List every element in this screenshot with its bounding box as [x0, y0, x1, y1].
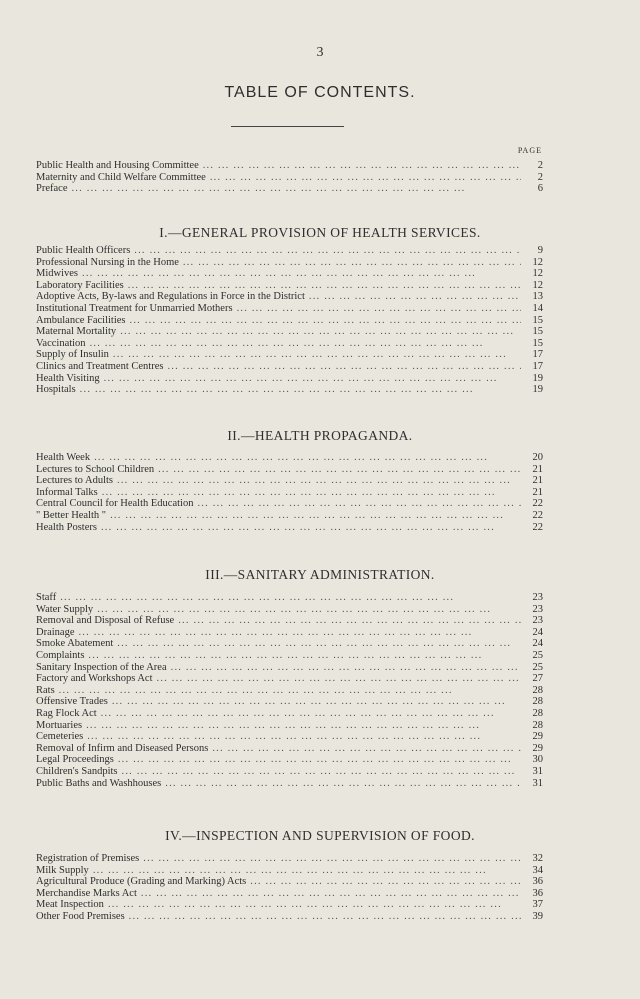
dot-leader: [86, 338, 521, 350]
dot-leader: [113, 475, 521, 487]
toc-entry: [36, 361, 543, 373]
toc-entry-page: 34: [532, 864, 543, 876]
toc-entry: [36, 475, 543, 487]
dot-leader: [139, 853, 521, 865]
dot-leader: [174, 615, 521, 627]
toc-entry-title: Complaints: [36, 649, 85, 661]
toc-entry-page: 23: [532, 603, 543, 615]
section-entries: [36, 245, 543, 396]
dot-leader: [116, 326, 521, 338]
toc-entry-title: Health Week: [36, 452, 91, 463]
toc-entry-page: 15: [532, 326, 543, 338]
dot-leader: [167, 662, 521, 674]
toc-entry-page: 9: [537, 245, 543, 256]
dot-leader: [97, 708, 521, 720]
toc-entry: [36, 696, 543, 708]
toc-entry-page: 21: [532, 486, 543, 498]
dot-leader: [305, 291, 521, 303]
dot-leader: [83, 731, 521, 743]
toc-entry-title: Informal Talks: [36, 486, 98, 498]
toc-entry: [36, 650, 543, 662]
toc-entry-title: Health Posters: [36, 521, 97, 533]
toc-entry-title: Institutional Treatment for Unmarried Mothers: [36, 302, 233, 314]
toc-entry-title: Adoptive Acts, By-laws and Regulations in Force in the District: [36, 291, 305, 303]
toc-entry: [36, 754, 543, 766]
toc-entry-title: Sanitary Inspection of the Area: [36, 661, 167, 673]
section-heading: II.—HEALTH PROPAGANDA.: [227, 428, 413, 443]
toc-entry: [36, 326, 543, 338]
toc-entry-title: Children's Sandpits: [36, 765, 118, 777]
section-heading: IV.—INSPECTION AND SUPERVISION OF FOOD.: [165, 828, 475, 843]
dot-leader: [193, 498, 521, 510]
toc-entry-page: 37: [532, 899, 543, 911]
toc-entry-page: 22: [532, 509, 543, 521]
dot-leader: [55, 685, 521, 697]
dot-leader: [84, 650, 521, 662]
dot-leader: [93, 604, 521, 616]
toc-entry-page: 12: [532, 268, 543, 280]
toc-entry-title: Preface: [36, 183, 68, 195]
toc-entry: [36, 615, 543, 627]
toc-entry: [36, 731, 543, 743]
dot-leader: [154, 464, 521, 476]
dot-leader: [56, 592, 521, 604]
section-entries: [36, 853, 543, 923]
dot-leader: [106, 510, 521, 522]
toc-entry-title: Removal and Disposal of Refuse: [36, 615, 175, 627]
toc-entry: [36, 510, 543, 522]
toc-entry-title: Lectures to School Children: [36, 463, 155, 475]
toc-entry: [36, 384, 543, 396]
toc-entry-page: 20: [532, 452, 543, 463]
toc-entry-page: 12: [532, 256, 543, 268]
toc-entry-page: 25: [532, 661, 543, 673]
toc-entry: [36, 685, 543, 697]
toc-entry-title: Public Baths and Washhouses: [36, 777, 162, 789]
toc-entry-title: Cemeteries: [36, 731, 84, 743]
toc-entry-page: 2: [537, 171, 543, 183]
toc-entry: [36, 452, 543, 464]
toc-entry-page: 13: [532, 291, 543, 303]
dot-leader: [118, 766, 521, 778]
dot-leader: [124, 280, 521, 292]
toc-entry-title: Ambulance Facilities: [36, 314, 126, 326]
toc-entry-title: Public Health and Housing Committee: [36, 160, 199, 171]
dot-leader: [104, 899, 521, 911]
toc-entry-title: Public Health Officers: [36, 245, 131, 256]
toc-entry: [36, 183, 543, 195]
toc-entry-page: 28: [532, 719, 543, 731]
toc-entry: [36, 522, 543, 534]
toc-entry-page: 19: [532, 384, 543, 396]
toc-entry: [36, 373, 543, 385]
toc-entry: [36, 349, 543, 361]
toc-entry: [36, 498, 543, 510]
toc-entry: [36, 899, 543, 911]
toc-entry-page: 14: [532, 302, 543, 314]
page-number: 3: [316, 45, 324, 60]
toc-entry: [36, 280, 543, 292]
dot-leader: [161, 778, 521, 790]
intro-entries: [36, 160, 543, 195]
toc-entry: [36, 464, 543, 476]
dot-leader: [233, 303, 521, 315]
toc-entry-page: 27: [532, 673, 543, 685]
toc-entry: [36, 708, 543, 720]
toc-entry-title: Milk Supply: [36, 864, 89, 876]
toc-entry-title: Health Visiting: [36, 372, 100, 384]
toc-entry-page: 23: [532, 615, 543, 627]
toc-entry-page: 31: [532, 765, 543, 777]
toc-entry-title: Merchandise Marks Act: [36, 887, 137, 899]
toc-entry: [36, 627, 543, 639]
dot-leader: [246, 876, 521, 888]
toc-entry-page: 23: [532, 592, 543, 603]
toc-entry-page: 22: [532, 521, 543, 533]
toc-entry-title: Agricultural Produce (Grading and Marking) Acts: [36, 876, 247, 888]
dot-leader: [114, 754, 521, 766]
toc-entry-title: Registration of Premises: [36, 853, 140, 864]
toc-entry-title: Drainage: [36, 626, 75, 638]
toc-entry-page: 6: [537, 183, 543, 195]
toc-entry: [36, 172, 543, 184]
dot-leader: [153, 673, 522, 685]
toc-entry: [36, 315, 543, 327]
toc-entry-title: Smoke Abatement: [36, 638, 114, 650]
dot-leader: [109, 349, 521, 361]
toc-entry-title: Midwives: [36, 268, 78, 280]
dot-leader: [98, 487, 521, 499]
dot-leader: [78, 268, 521, 280]
toc-entry-page: 22: [532, 498, 543, 510]
toc-entry: [36, 245, 543, 257]
toc-entry-title: Clinics and Treatment Centres: [36, 360, 164, 372]
toc-entry-title: Staff: [36, 592, 57, 603]
toc-entry-page: 29: [532, 731, 543, 743]
toc-entry-title: Vaccination: [36, 337, 86, 349]
toc-entry-page: 12: [532, 279, 543, 291]
section-heading: I.—GENERAL PROVISION OF HEALTH SERVICES.: [159, 225, 481, 240]
toc-entry-page: 24: [532, 638, 543, 650]
toc-entry: [36, 160, 543, 172]
toc-entry-title: Rats: [36, 684, 55, 696]
toc-entry-page: 15: [532, 337, 543, 349]
toc-entry: [36, 487, 543, 499]
toc-entry-title: Professional Nursing in the Home: [36, 256, 179, 268]
section-entries: [36, 592, 543, 789]
toc-entry-title: Water Supply: [36, 603, 94, 615]
dot-leader: [137, 888, 521, 900]
toc-entry-title: Laboratory Facilities: [36, 279, 124, 291]
toc-entry-page: 36: [532, 876, 543, 888]
toc-entry-title: Lectures to Adults: [36, 475, 113, 487]
toc-entry: [36, 911, 543, 923]
toc-entry: [36, 743, 543, 755]
dot-leader: [126, 315, 521, 327]
toc-entry-page: 28: [532, 684, 543, 696]
dot-leader: [100, 373, 521, 385]
toc-entry: [36, 268, 543, 280]
dot-leader: [82, 720, 521, 732]
toc-entry-title: Supply of Insulin: [36, 349, 109, 361]
toc-entry-page: 17: [532, 360, 543, 372]
toc-entry: [36, 766, 543, 778]
toc-entry-title: Other Food Premises: [36, 910, 125, 922]
toc-entry: [36, 257, 543, 269]
toc-entry: [36, 865, 543, 877]
toc-entry-page: 24: [532, 626, 543, 638]
toc-entry-title: Central Council for Health Education: [36, 498, 194, 510]
title-divider: [231, 126, 344, 127]
toc-entry: [36, 662, 543, 674]
dot-leader: [67, 183, 521, 195]
dot-leader: [206, 172, 521, 184]
dot-leader: [76, 384, 521, 396]
toc-entry-title: Removal of Infirm and Diseased Persons: [36, 742, 209, 754]
toc-entry: [36, 291, 543, 303]
toc-entry-title: Maternity and Child Welfare Committee: [36, 171, 206, 183]
toc-entry-page: 19: [532, 372, 543, 384]
page-title: TABLE OF CONTENTS.: [224, 84, 416, 101]
toc-entry: [36, 604, 543, 616]
dot-leader: [108, 696, 521, 708]
toc-entry-page: 29: [532, 742, 543, 754]
toc-entry-page: 21: [532, 475, 543, 487]
toc-entry-page: 28: [532, 707, 543, 719]
dot-leader: [113, 638, 521, 650]
toc-entry-title: Meat Inspection: [36, 899, 104, 911]
toc-entry-page: 39: [532, 910, 543, 922]
dot-leader: [163, 361, 521, 373]
toc-entry-page: 32: [532, 853, 543, 864]
toc-entry: [36, 888, 543, 900]
section-heading: III.—SANITARY ADMINISTRATION.: [205, 567, 435, 582]
dot-leader: [208, 743, 521, 755]
toc-entry-title: Mortuaries: [36, 719, 83, 731]
dot-leader: [97, 522, 521, 534]
toc-entry: [36, 338, 543, 350]
section-entries: [36, 452, 543, 533]
toc-entry-page: 31: [532, 777, 543, 789]
dot-leader: [199, 160, 521, 172]
toc-entry-page: 21: [532, 463, 543, 475]
toc-entry-title: Maternal Mortality: [36, 326, 117, 338]
toc-entry-title: " Better Health ": [36, 509, 107, 521]
toc-entry-title: Legal Proceedings: [36, 754, 114, 766]
toc-entry: [36, 638, 543, 650]
toc-entry: [36, 592, 543, 604]
toc-entry: [36, 876, 543, 888]
toc-entry-page: 15: [532, 314, 543, 326]
toc-entry-page: 17: [532, 349, 543, 361]
toc-entry: [36, 853, 543, 865]
dot-leader: [90, 452, 521, 464]
dot-leader: [179, 257, 521, 269]
toc-entry-title: Offensive Trades: [36, 696, 108, 708]
toc-entry: [36, 303, 543, 315]
dot-leader: [130, 245, 521, 257]
toc-entry-page: 30: [532, 754, 543, 766]
toc-entry-page: 25: [532, 649, 543, 661]
toc-entry-title: Factory and Workshops Act: [36, 673, 153, 685]
toc-entry: [36, 673, 543, 685]
toc-entry-title: Hospitals: [36, 384, 76, 396]
dot-leader: [89, 865, 521, 877]
page-column-header: PAGE: [517, 146, 542, 155]
toc-entry-title: Rag Flock Act: [36, 707, 97, 719]
toc-entry: [36, 778, 543, 790]
toc-entry: [36, 720, 543, 732]
dot-leader: [74, 627, 521, 639]
toc-entry-page: 28: [532, 696, 543, 708]
dot-leader: [125, 911, 521, 923]
toc-entry-page: 36: [532, 887, 543, 899]
toc-entry-page: 2: [537, 160, 543, 171]
